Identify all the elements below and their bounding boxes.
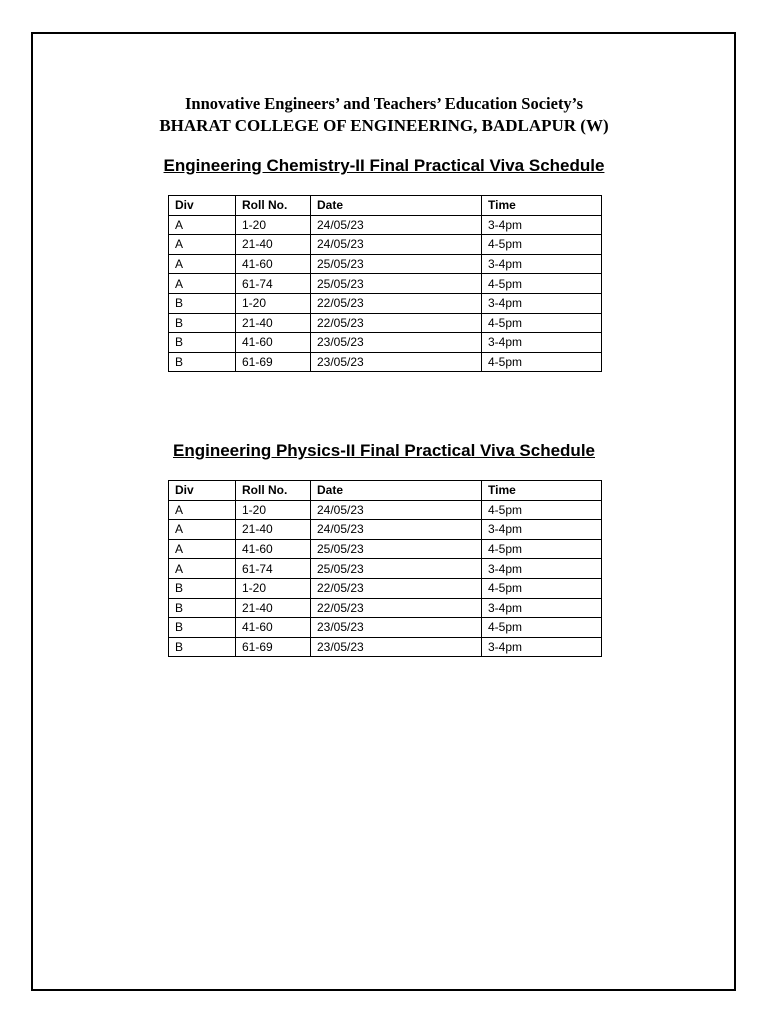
table-row (169, 215, 602, 235)
date-cell: 23/05/23 (311, 352, 482, 372)
roll-no-cell: 1-20 (236, 293, 311, 313)
roll-no-cell: 41-60 (236, 254, 311, 274)
table-row (169, 618, 602, 638)
time-cell: 3-4pm (482, 598, 602, 618)
date-cell: 23/05/23 (311, 637, 482, 657)
roll-no-cell: 61-74 (236, 559, 311, 579)
roll-no-cell: 41-60 (236, 618, 311, 638)
roll-no-cell: 41-60 (236, 539, 311, 559)
table-row (169, 352, 602, 372)
date-cell: 25/05/23 (311, 254, 482, 274)
div-cell: A (169, 235, 236, 255)
table-row (169, 313, 602, 333)
date-cell: 24/05/23 (311, 500, 482, 520)
roll-no-cell: 21-40 (236, 235, 311, 255)
div-cell: A (169, 254, 236, 274)
table-row (169, 293, 602, 313)
table-row (169, 274, 602, 294)
roll-no-cell: 21-40 (236, 598, 311, 618)
table-row (169, 637, 602, 657)
div-cell: A (169, 539, 236, 559)
column-header-div: Div (169, 481, 236, 501)
college-name: BHARAT COLLEGE OF ENGINEERING, BADLAPUR (W) (159, 116, 609, 135)
div-cell: B (169, 313, 236, 333)
society-name: Innovative Engineers’ and Teachers’ Education Society’s (184, 94, 583, 113)
time-cell: 3-4pm (482, 520, 602, 540)
table-row (169, 539, 602, 559)
date-cell: 22/05/23 (311, 598, 482, 618)
table-row (169, 333, 602, 353)
table-row (169, 254, 602, 274)
date-cell: 23/05/23 (311, 618, 482, 638)
div-cell: B (169, 352, 236, 372)
chemistry-schedule-title: Engineering Chemistry-II Final Practical Viva Schedule (163, 156, 605, 175)
table-row (169, 520, 602, 540)
date-cell: 24/05/23 (311, 235, 482, 255)
table-row (169, 235, 602, 255)
column-header-time: Time (482, 481, 602, 501)
chemistry-schedule-table (168, 195, 602, 372)
table-row (169, 598, 602, 618)
date-cell: 22/05/23 (311, 578, 482, 598)
column-header-div: Div (169, 196, 236, 216)
time-cell: 4-5pm (482, 500, 602, 520)
column-header-date: Date (311, 481, 482, 501)
roll-no-cell: 1-20 (236, 215, 311, 235)
time-cell: 4-5pm (482, 313, 602, 333)
column-header-roll-no: Roll No. (236, 481, 311, 501)
time-cell: 3-4pm (482, 254, 602, 274)
time-cell: 4-5pm (482, 539, 602, 559)
column-header-roll-no: Roll No. (236, 196, 311, 216)
time-cell: 4-5pm (482, 274, 602, 294)
date-cell: 25/05/23 (311, 559, 482, 579)
physics-schedule-table (168, 480, 602, 657)
table-row (169, 578, 602, 598)
time-cell: 4-5pm (482, 235, 602, 255)
time-cell: 3-4pm (482, 333, 602, 353)
div-cell: A (169, 274, 236, 294)
physics-schedule-title: Engineering Physics-II Final Practical Viva Schedule (172, 441, 595, 460)
date-cell: 25/05/23 (311, 539, 482, 559)
div-cell: B (169, 293, 236, 313)
div-cell: B (169, 333, 236, 353)
div-cell: B (169, 637, 236, 657)
time-cell: 4-5pm (482, 618, 602, 638)
roll-no-cell: 21-40 (236, 313, 311, 333)
date-cell: 22/05/23 (311, 313, 482, 333)
column-header-time: Time (482, 196, 602, 216)
table-header-row (169, 196, 602, 216)
roll-no-cell: 61-69 (236, 637, 311, 657)
date-cell: 22/05/23 (311, 293, 482, 313)
time-cell: 3-4pm (482, 215, 602, 235)
table-row (169, 559, 602, 579)
div-cell: A (169, 520, 236, 540)
time-cell: 3-4pm (482, 559, 602, 579)
div-cell: B (169, 618, 236, 638)
time-cell: 3-4pm (482, 637, 602, 657)
roll-no-cell: 1-20 (236, 500, 311, 520)
div-cell: A (169, 500, 236, 520)
table-header-row (169, 481, 602, 501)
roll-no-cell: 41-60 (236, 333, 311, 353)
column-header-date: Date (311, 196, 482, 216)
time-cell: 4-5pm (482, 578, 602, 598)
roll-no-cell: 61-69 (236, 352, 311, 372)
roll-no-cell: 21-40 (236, 520, 311, 540)
date-cell: 24/05/23 (311, 520, 482, 540)
div-cell: B (169, 578, 236, 598)
div-cell: A (169, 559, 236, 579)
roll-no-cell: 61-74 (236, 274, 311, 294)
div-cell: A (169, 215, 236, 235)
time-cell: 3-4pm (482, 293, 602, 313)
time-cell: 4-5pm (482, 352, 602, 372)
date-cell: 23/05/23 (311, 333, 482, 353)
roll-no-cell: 1-20 (236, 578, 311, 598)
date-cell: 24/05/23 (311, 215, 482, 235)
table-row (169, 500, 602, 520)
div-cell: B (169, 598, 236, 618)
date-cell: 25/05/23 (311, 274, 482, 294)
